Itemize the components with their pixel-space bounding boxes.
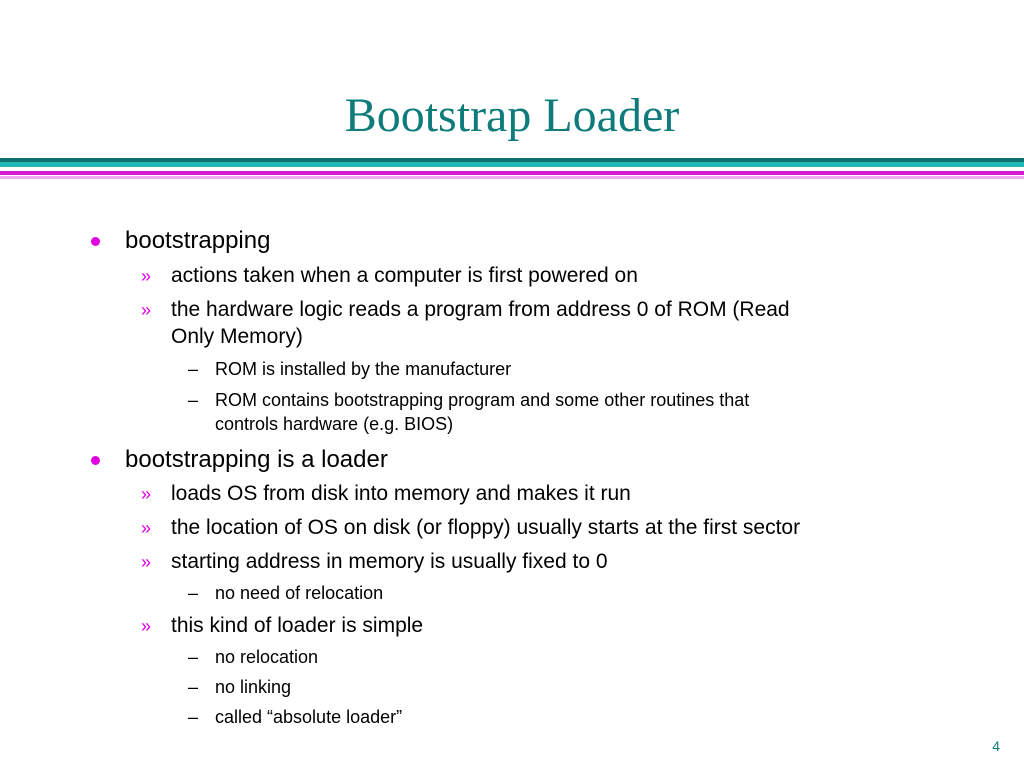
- dash-marker-icon: –: [188, 390, 199, 410]
- bullet-1-sub-2-line-2: Only Memory): [171, 325, 303, 348]
- bullet-1-sub-2-line-1: the hardware logic reads a program from address 0 of ROM (Read: [171, 298, 790, 321]
- bullet-2-text: bootstrapping is a loader: [125, 446, 388, 473]
- raquo-marker-icon: »: [141, 616, 152, 636]
- bullet-dot-icon: [91, 456, 100, 465]
- bullet-2-sub-4-item-2: no linking: [215, 677, 292, 697]
- dash-marker-icon: –: [188, 647, 199, 667]
- bullet-2-sub-4-item-3: called “absolute loader”: [215, 707, 403, 727]
- dash-marker-icon: –: [188, 707, 199, 727]
- bullet-2-sub-3-text: starting address in memory is usually fixed to 0: [171, 550, 608, 573]
- raquo-marker-icon: »: [141, 266, 152, 286]
- page-number: 4: [992, 738, 1000, 754]
- dash-marker-icon: –: [188, 359, 199, 379]
- raquo-marker-icon: »: [141, 300, 152, 320]
- bullet-dot-icon: [91, 237, 100, 246]
- bullet-1-sub-2-item-1: ROM is installed by the manufacturer: [215, 359, 512, 379]
- raquo-marker-icon: »: [141, 484, 152, 504]
- raquo-marker-icon: »: [141, 518, 152, 538]
- bullet-1-sub-1-text: actions taken when a computer is first powered on: [171, 264, 638, 287]
- bullet-1-text: bootstrapping: [125, 227, 271, 254]
- bullet-2-sub-4-text: this kind of loader is simple: [171, 614, 424, 637]
- raquo-marker-icon: »: [141, 552, 152, 572]
- dash-marker-icon: –: [188, 677, 199, 697]
- bullet-2-sub-3-item-1: no need of relocation: [215, 583, 384, 603]
- dash-marker-icon: –: [188, 583, 199, 603]
- bullet-2-sub-1-text: loads OS from disk into memory and makes it run: [171, 482, 631, 505]
- slide-title: Bootstrap Loader: [344, 89, 680, 142]
- bullet-1-sub-2-item-2-line-2: controls hardware (e.g. BIOS): [215, 414, 454, 434]
- bullet-2-sub-2-text: the location of OS on disk (or floppy) usually starts at the first sector: [171, 516, 801, 539]
- bullet-1-sub-2-item-2-line-1: ROM contains bootstrapping program and some other routines that: [215, 390, 750, 410]
- bullet-2-sub-4-item-1: no relocation: [215, 647, 319, 667]
